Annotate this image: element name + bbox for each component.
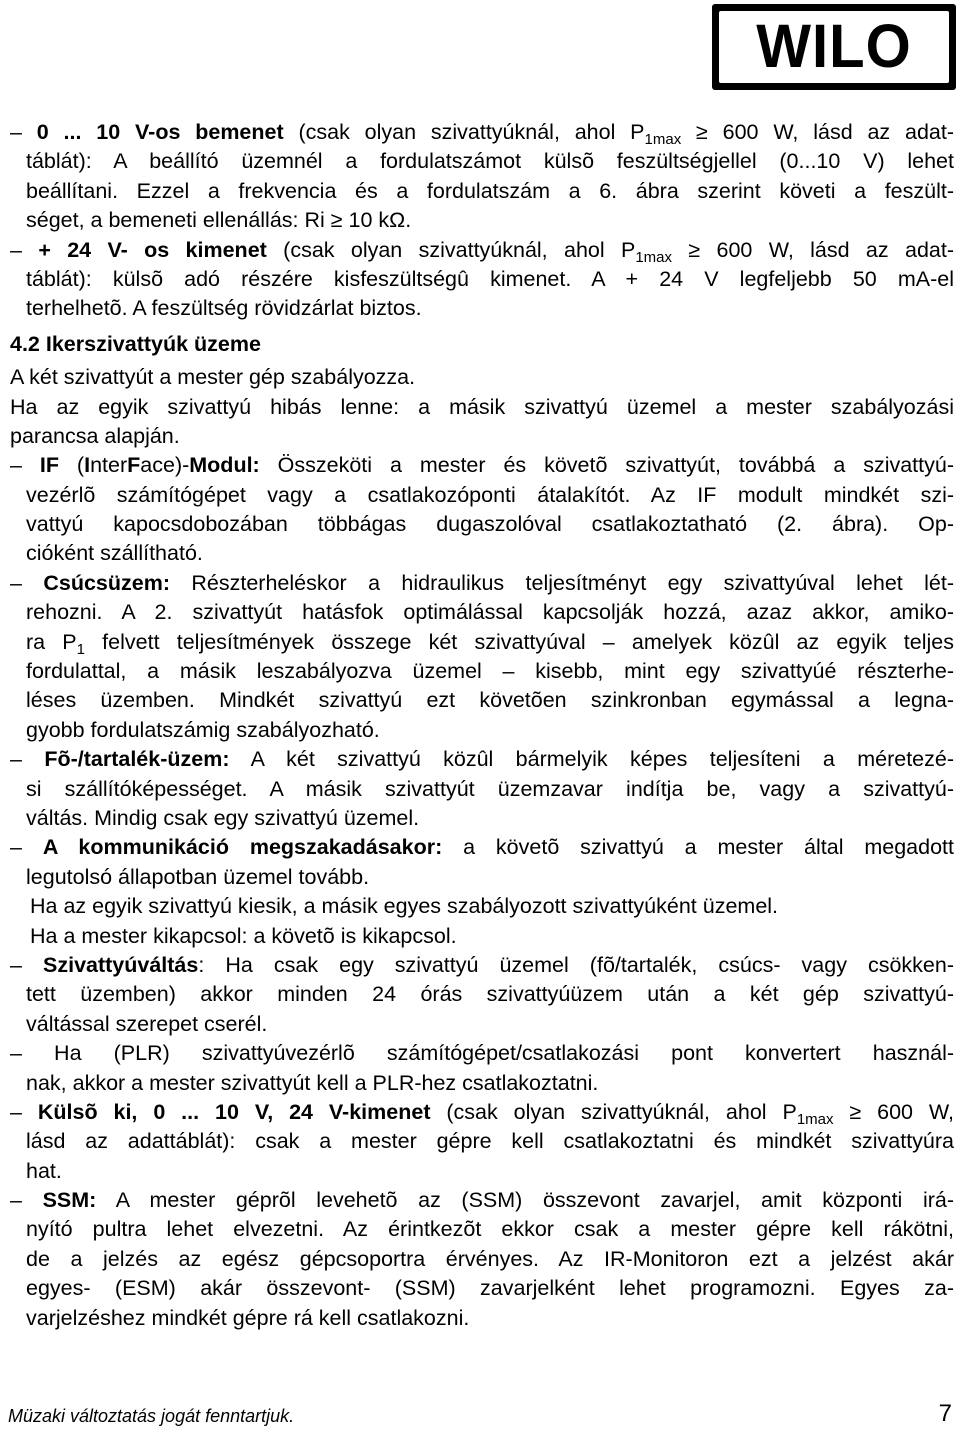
paragraph-line: táblát): A beállító üzemnél a fordulatszámot külsõ feszültségjellel (0...10 V) lehet	[26, 149, 954, 174]
wilo-logo-inner	[719, 11, 949, 83]
paragraph-line: tett üzemben) akkor minden 24 órás szivattyúüzem után a két gép szivattyú-	[26, 982, 954, 1007]
paragraph-line: séget, a bemeneti ellenállás: Ri ≥ 10 kΩ.	[26, 208, 412, 233]
paragraph-line: Ha az egyik szivattyú kiesik, a másik egyes szabályozott szivattyúként üzemel.	[30, 894, 779, 919]
wilo-logo-text: WILO	[756, 12, 912, 81]
paragraph-line: lásd az adattáblát): csak a mester gépre kell csatlakoztatni és mindkét szivattyúra	[26, 1129, 954, 1154]
paragraph-line: – SSM: A mester géprõl levehetõ az (SSM) összevont zavarjel, amit központi irá-	[10, 1188, 954, 1213]
paragraph-line: terhelhetõ. A feszültség rövidzárlat biztos.	[26, 296, 422, 321]
paragraph-line: si szállítóképességet. A másik szivattyút üzemzavar indítja be, vagy a szivattyú-	[26, 776, 954, 801]
paragraph-line: táblát): külsõ adó részére kisfeszültségû kimenet. A + 24 V legfeljebb 50 mA-el	[26, 266, 954, 291]
paragraph-line: rehozni. A 2. szivattyút hatásfok optimálással kapcsolják hozzá, azaz akkor, amiko-	[26, 600, 954, 625]
paragraph-line: fordulattal, a másik leszabályozva üzemel – kisebb, mint egy szivattyúé részterhe-	[26, 659, 954, 684]
paragraph-line: cióként szállítható.	[26, 541, 203, 566]
paragraph-line: gyobb fordulatszámig szabályozható.	[26, 717, 380, 742]
paragraph-line: váltás. Mindig csak egy szivattyú üzemel.	[26, 805, 420, 830]
wilo-logo	[712, 4, 956, 90]
paragraph-line: – Ha (PLR) szivattyúvezérlõ számítógépet/csatlakozási pont konvertert használ-	[10, 1041, 954, 1066]
paragraph-line: ra $P_1$ felvett teljesítmények összege két szivattyúval – amelyek közûl az egyik teljes	[26, 629, 954, 658]
section-heading: 4.2 Ikerszivattyúk üzeme	[10, 331, 261, 356]
paragraph-line: de a jelzés az egész gépcsoportra érvényes. Az IR-Monitoron ezt a jelzést akár	[26, 1246, 954, 1271]
paragraph-line: vattyú kapocsdobozában többágas dugaszolóval csatlakoztatható (2. ábra). Op-	[26, 512, 954, 537]
paragraph-line: nyító pultra lehet elvezetni. Az érintkezõt ekkor csak a mester gépre kell rákötni,	[26, 1217, 954, 1242]
document-body	[10, 118, 954, 1333]
paragraph-line: varjelzéshez mindkét gépre rá kell csatlakozni.	[26, 1305, 470, 1330]
paragraph-line: nak, akkor a mester szivattyút kell a PLR-hez csatlakoztatni.	[26, 1070, 599, 1095]
paragraph-line: A két szivattyút a mester gép szabályozza.	[10, 365, 416, 390]
paragraph-line: legutolsó állapotban üzemel tovább.	[26, 864, 370, 889]
paragraph-line: – 0 ... 10 V-os bemenet (csak olyan szivattyúknál, ahol $P_{1max} \ge 600$ W, lásd az adat-	[10, 120, 954, 148]
paragraph-line: léses üzemben. Mindkét szivattyú ezt követõen szinkronban egymással a legna-	[26, 688, 954, 713]
paragraph-line: – Külsõ ki, 0 ... 10 V, 24 V-kimenet (csak olyan szivattyúknál, ahol $P_{1max} \ge 600$ W,	[10, 1099, 954, 1128]
paragraph-line: parancsa alapján.	[10, 423, 180, 448]
page-number: 7	[938, 1400, 952, 1427]
paragraph-line: – Szivattyúváltás: Ha csak egy szivattyú üzemel (fõ/tartalék, csúcs- vagy csökken-	[10, 952, 954, 977]
paragraph-line: – Csúcsüzem: Részterheléskor a hidraulikus teljesítményt egy szivattyúval lehet lét-	[10, 570, 954, 595]
paragraph-line: egyes- (ESM) akár összevont- (SSM) zavarjelként lehet programozni. Egyes za-	[26, 1276, 954, 1301]
paragraph-line: Ha az egyik szivattyú hibás lenne: a másik szivattyú üzemel a mester szabályozási	[10, 394, 954, 419]
footer-note: Müzaki változtatás jogát fenntartjuk.	[8, 1406, 295, 1426]
paragraph-line: vezérlõ számítógépet vagy a csatlakozóponti átalakítót. Az IF modult mindkét szi-	[26, 482, 954, 507]
paragraph-line: – + 24 V- os kimenet (csak olyan szivattyúknál, ahol $P_{1max} \ge 600$ W, lásd az adat-	[10, 237, 954, 265]
paragraph-line: beállítani. Ezzel a frekvencia és a fordulatszám a 6. ábra szerint követi a feszült-	[26, 178, 954, 203]
paragraph-line: Ha a mester kikapcsol: a követõ is kikapcsol.	[30, 923, 457, 948]
paragraph-line: váltással szerepet cserél.	[26, 1011, 268, 1036]
paragraph-line: – IF (InterFace)-Modul: Összeköti a mester és követõ szivattyút, továbbá a szivattyú-	[10, 453, 954, 478]
paragraph-line: – A kommunikáció megszakadásakor: a követõ szivattyú a mester által megadott	[10, 835, 954, 860]
paragraph-line: hat.	[26, 1158, 62, 1183]
paragraph-line: – Fõ-/tartalék-üzem: A két szivattyú közûl bármelyik képes teljesíteni a méretezé-	[10, 747, 954, 772]
